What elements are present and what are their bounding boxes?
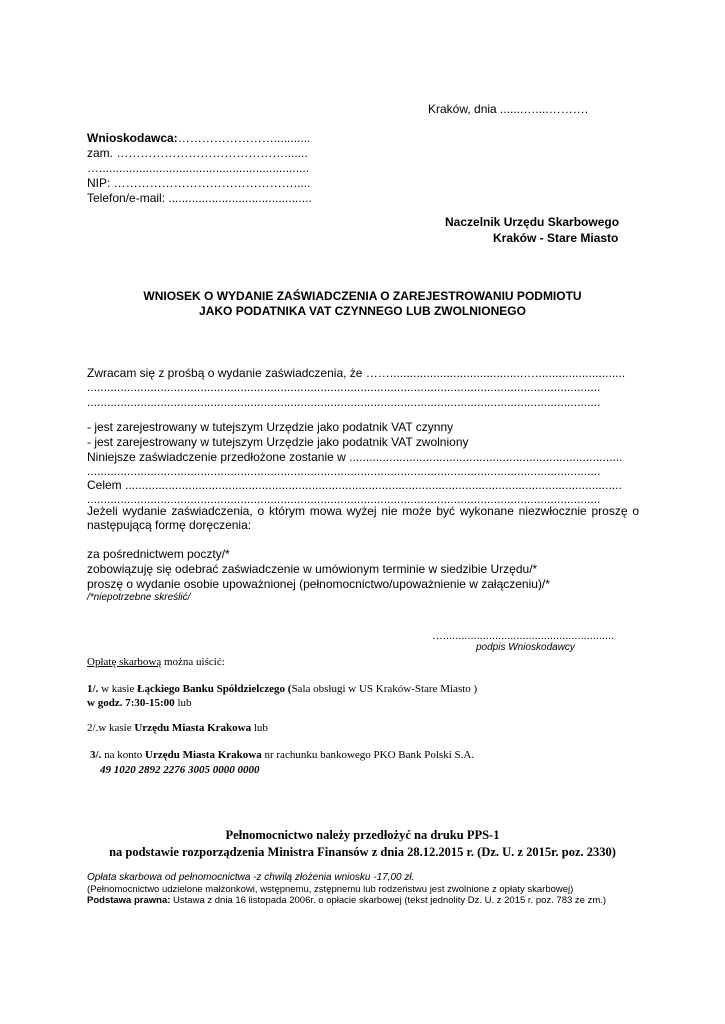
delivery-paragraph-line1: Jeżeli wydanie zaświadczenia, o którym mowa wyżej nie może być wykonane niezwłocznie proszę o (87, 504, 639, 518)
applicant-name-field: ……………………........... (177, 131, 311, 145)
place-date: Kraków, dnia .......…....………. (428, 102, 589, 116)
fee-heading-rest: można uiścić: (161, 656, 225, 668)
request-dots-line2: .......................................................................................................................................................... (87, 395, 601, 409)
strike-note: /*niepotrzebne skreślić/ (87, 592, 191, 603)
fee-option-3 (90, 749, 474, 762)
purpose-line: Celem ..................................................................................................................................................... (87, 478, 622, 492)
document-title-line2: JAKO PODATNIKA VAT CZYNNEGO LUB ZWOLNIONEGO (199, 304, 526, 318)
signature-label: podpis Wnioskodawcy (476, 642, 575, 653)
applicant-address-line2: …............................................................... (87, 161, 310, 175)
fee-option-2-number: 2/. (87, 722, 99, 734)
document-title-line1: WNIOSEK O WYDANIE ZAŚWIADCZENIA O ZAREJESTROWANIU PODMIOTU (143, 289, 582, 303)
fee-heading (87, 656, 225, 669)
legal-basis-text: Ustawa z dnia 16 listopada 2006r. o opłacie skarbowej (tekst jednolity Dz. U. z 2015 r. poz. 783 ze zm.) (170, 895, 607, 906)
request-dots-line1: .......................................................................................................................................................... (87, 380, 601, 394)
fee-option-3-prefix: na konto (101, 749, 146, 761)
delivery-option-proxy: proszę o wydanie osobie upoważnionej (pełnomocnictwo/upoważnienie w załączeniu)/* (87, 577, 550, 591)
option-vat-active: - jest zarejestrowany w tutejszym Urzędzie jako podatnik VAT czynny (87, 420, 454, 434)
fee-option-1-bank: Łąckiego Banku Spółdzielczego (137, 683, 286, 695)
fee-option-3-number: 3/. (90, 749, 102, 761)
fee-option-1-prefix: w kasie (98, 683, 138, 695)
fee-option-1-hours-label: w godz. 7:30-15:00 (87, 697, 175, 709)
applicant-nip: NIP: ………………………………………..... (87, 176, 311, 190)
fee-option-2-name: Urzędu Miasta Krakowa (134, 722, 252, 734)
fee-option-1-hours-rest: lub (174, 697, 192, 709)
fee-option-1-paren: ( (285, 683, 292, 695)
fee-note: Opłata skarbowa od pełnomocnictwa -z chwilą złożenia wniosku -17,00 zł. (87, 872, 415, 883)
fee-option-3-rest: nr rachunku bankowego PKO Bank Polski S.A. (261, 749, 475, 761)
applicant-phone: Telefon/e-mail: ........................................... (87, 191, 312, 205)
fee-option-1-hours (87, 697, 192, 710)
applicant-label: Wnioskodawca: (87, 131, 178, 145)
fee-option-1-hall: Sala obsługi w US Kraków-Stare Miasto ) (291, 683, 478, 695)
signature-dots: …........................................................ (432, 630, 615, 642)
fee-option-2 (87, 722, 268, 735)
legal-basis (87, 895, 606, 906)
fee-option-3-name: Urzędu Miasta Krakowa (145, 749, 262, 761)
submitted-to-dots: .......................................................................................................................................................... (87, 464, 601, 478)
applicant-address-line1: zam. ……………………………………....... (87, 146, 308, 160)
bank-account-number: 49 1020 2892 2276 3005 0000 0000 (100, 764, 260, 776)
request-text: Zwracam się z prośbą o wydanie zaświadczenia, że ……........................................…........................... (87, 366, 626, 380)
delivery-option-pickup: zobowiązuję się odebrać zaświadczenie w umówionym terminie w siedzibie Urzędu/* (87, 562, 538, 576)
delivery-paragraph-line2: następującą formę doręczenia: (87, 518, 252, 532)
fee-option-2-prefix: w kasie (98, 722, 135, 734)
purpose-dots: .......................................................................................................................................................... (87, 492, 601, 506)
option-vat-exempt: - jest zarejestrowany w tutejszym Urzędzie jako podatnik VAT zwolniony (87, 435, 469, 449)
recipient-line1: Naczelnik Urzędu Skarbowego (445, 215, 620, 229)
legal-basis-label: Podstawa prawna: (87, 895, 171, 906)
fee-heading-underlined: Opłatę skarbową (87, 656, 162, 668)
applicant-label-line (87, 131, 310, 145)
recipient-line2: Kraków - Stare Miasto (493, 231, 619, 245)
submitted-to-line: Niniejsze zaświadczenie przedłożone zostanie w .................................................................................. (87, 450, 623, 464)
exemption-note: (Pełnomocnictwo udzielone małżonkowi, wstępnemu, zstępnemu lub rodzeństwu jest zwolnione z opłaty skarbowej) (87, 884, 574, 895)
delivery-option-post: za pośrednictwem poczty/* (87, 547, 230, 561)
poa-line1: Pełnomocnictwo należy przedłożyć na druku PPS-1 (225, 828, 500, 842)
poa-line2: na podstawie rozporządzenia Ministra Finansów z dnia 28.12.2015 r. (Dz. U. z 2015r. poz. 2330) (109, 845, 616, 859)
fee-option-2-rest: lub (251, 722, 268, 734)
fee-option-1 (87, 683, 477, 696)
fee-option-1-number: 1/. (87, 683, 99, 695)
